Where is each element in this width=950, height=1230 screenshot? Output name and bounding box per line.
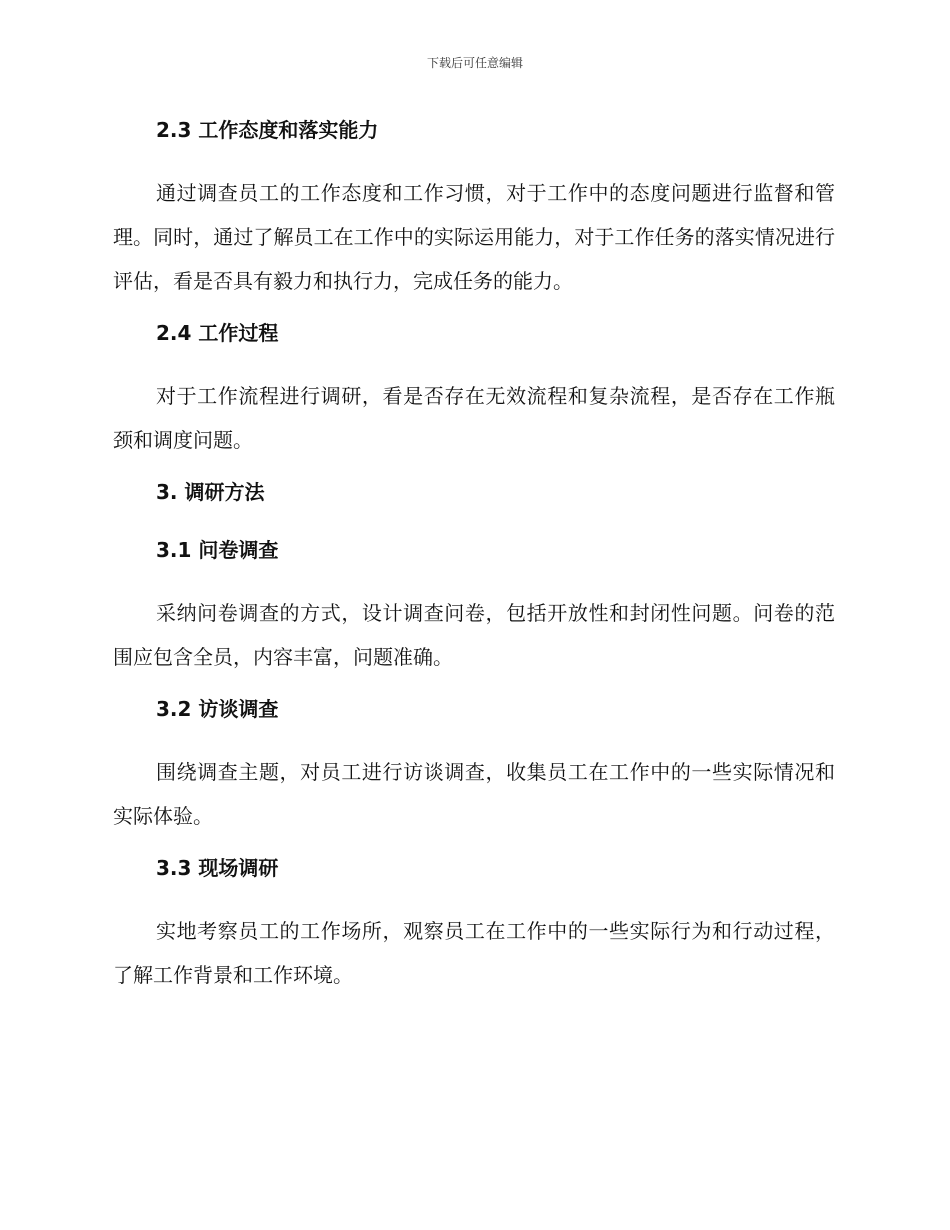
document-body [113, 113, 835, 1010]
section-heading-3: 3. 调研方法 [156, 480, 265, 504]
section-paragraph-3-1: 采纳问卷调查的方式，设计调查问卷，包括开放性和封闭性问题。问卷的范围应包含全员，内容丰富，问题准确。 [113, 601, 835, 669]
section-paragraph-3-2: 围绕调查主题，对员工进行访谈调查，收集员工在工作中的一些实际情况和实际体验。 [113, 760, 835, 828]
section-heading-3-1: 3.1 问卷调查 [156, 538, 279, 562]
page-header: 下载后可任意编辑 [426, 56, 523, 70]
section-heading-2-4: 2.4 工作过程 [156, 321, 279, 345]
section-heading-2-3: 2.3 工作态度和落实能力 [156, 118, 379, 142]
section-paragraph-2-3: 通过调查员工的工作态度和工作习惯，对于工作中的态度问题进行监督和管理。同时，通过了解员工在工作中的实际运用能力，对于工作任务的落实情况进行评估，看是否具有毅力和执行力，完成任务的能力。 [113, 181, 835, 293]
section-paragraph-3-3: 实地考察员工的工作场所，观察员工在工作中的一些实际行为和行动过程，了解工作背景和工作环境。 [113, 919, 835, 987]
section-heading-3-2: 3.2 访谈调查 [156, 697, 279, 721]
section-heading-3-3: 3.3 现场调研 [156, 856, 279, 880]
section-paragraph-2-4: 对于工作流程进行调研，看是否存在无效流程和复杂流程，是否存在工作瓶颈和调度问题。 [113, 384, 835, 452]
